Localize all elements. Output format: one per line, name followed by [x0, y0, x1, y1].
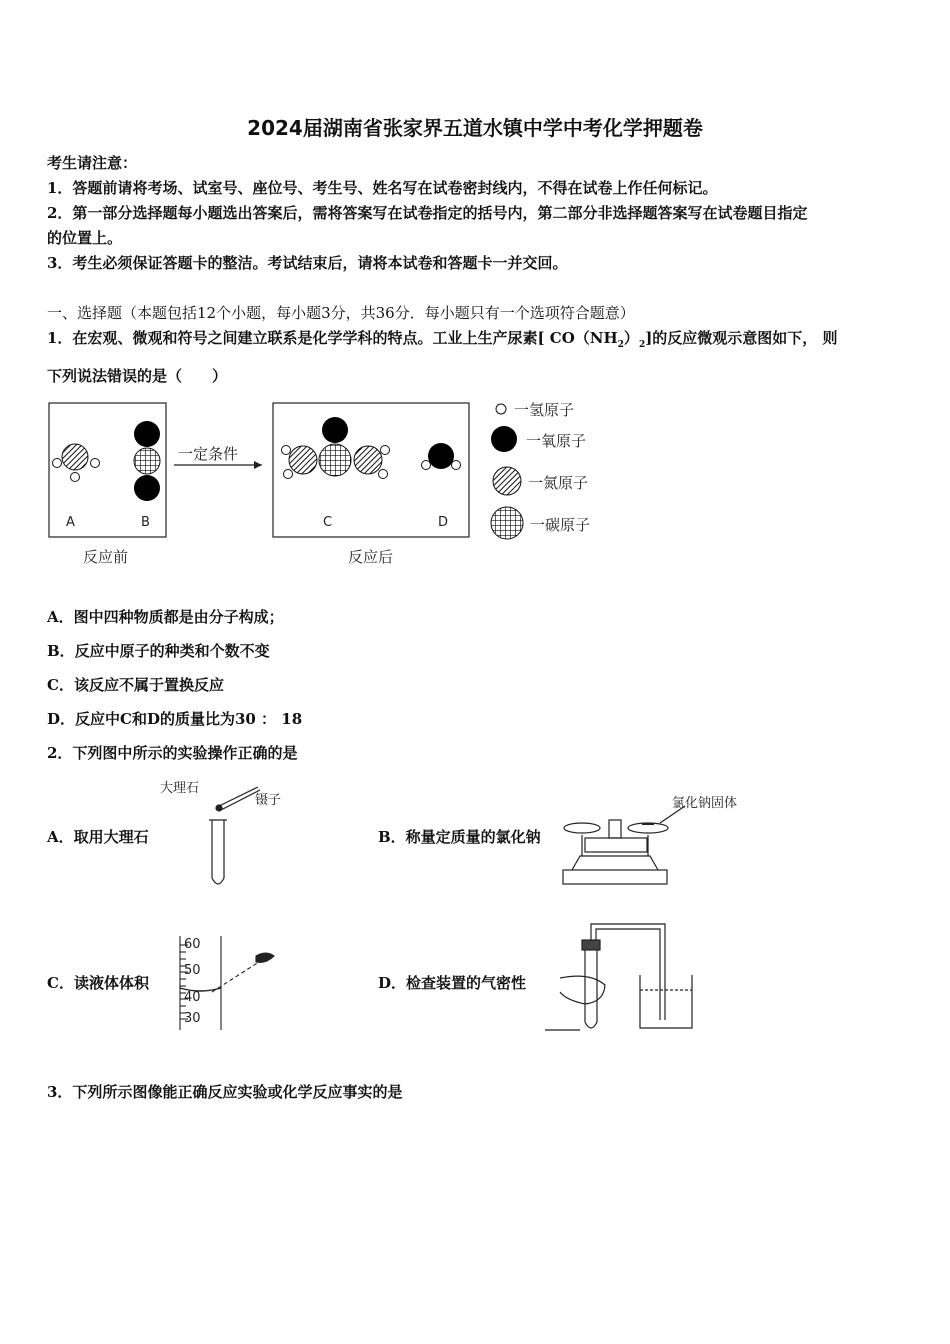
q2-option-b: B．称量定质量的氯化钠 [378, 828, 541, 846]
notice-item: 的位置上。 [47, 229, 123, 247]
airtightness-setup-d [545, 924, 692, 1030]
tick-40: 40 [184, 990, 201, 1005]
notice-heading: 考生请注意： [47, 154, 138, 172]
legend-oxygen: 一氧原子 [526, 432, 587, 450]
q2-option-c: C．读液体体积 [47, 974, 149, 992]
section-heading: 一、选择题（本题包括12个小题，每小题3分，共36分．每小题只有一个选项符合题意） [47, 304, 635, 322]
option-c: C．该反应不属于置换反应 [47, 676, 224, 694]
question-1-stem: 1．在宏观、微观和符号之间建立联系是化学学科的特点。工业上生产尿素[ $CO(NH_2)_2$]的反应微观示意图如下， 则 [47, 329, 838, 350]
tweezers-label: 镊子 [255, 793, 282, 808]
legend-nitrogen: 一氮原子 [528, 474, 589, 492]
question-3-stem: 3．下列所示图像能正确反应实验或化学反应事实的是 [47, 1083, 403, 1101]
q2-option-d: D．检查装置的气密性 [378, 974, 527, 992]
option-b: B．反应中原子的种类和个数不变 [47, 642, 270, 660]
notice-item: 2．第一部分选择题每小题选出答案后，需将答案写在试卷指定的括号内，第二部分非选择题答案写在试卷题目指定 [47, 204, 808, 222]
option-a: A．图中四种物质都是由分子构成； [47, 608, 284, 626]
test-tube-a [209, 787, 260, 884]
notice-item: 3．考生必须保证答题卡的整洁。考试结束后，请将本试卷和答题卡一并交回。 [47, 254, 568, 272]
nacl-label: 氯化钠固体 [672, 796, 738, 811]
page-title: 2024届湖南省张家界五道水镇中学中考化学押题卷 [247, 116, 703, 140]
tick-50: 50 [184, 963, 201, 978]
option-d: D．反应中C和D的质量比为30 ： 18 [47, 710, 303, 728]
q2-option-a: A．取用大理石 [47, 828, 149, 846]
legend-carbon: 一碳原子 [530, 516, 591, 534]
label-b: B [141, 515, 150, 530]
question-2-stem: 2．下列图中所示的实验操作正确的是 [47, 744, 298, 762]
notice-item: 1．答题前请将考场、试室号、座位号、考生号、姓名写在试卷密封线内，不得在试卷上作任何标记。 [47, 179, 718, 197]
arrow-label: 一定条件 [178, 445, 239, 463]
legend-hydrogen: 一氢原子 [514, 401, 575, 419]
balance-b [563, 806, 685, 884]
after-label: 反应后 [348, 548, 394, 566]
tick-60: 60 [184, 937, 201, 952]
label-d: D [438, 515, 449, 530]
question-1-stem-line2: 下列说法错误的是（ ） [47, 367, 228, 385]
label-a: A [66, 515, 75, 530]
tick-30: 30 [184, 1011, 201, 1026]
label-c: C [323, 515, 333, 530]
before-label: 反应前 [83, 548, 129, 566]
marble-label: 大理石 [160, 781, 200, 796]
